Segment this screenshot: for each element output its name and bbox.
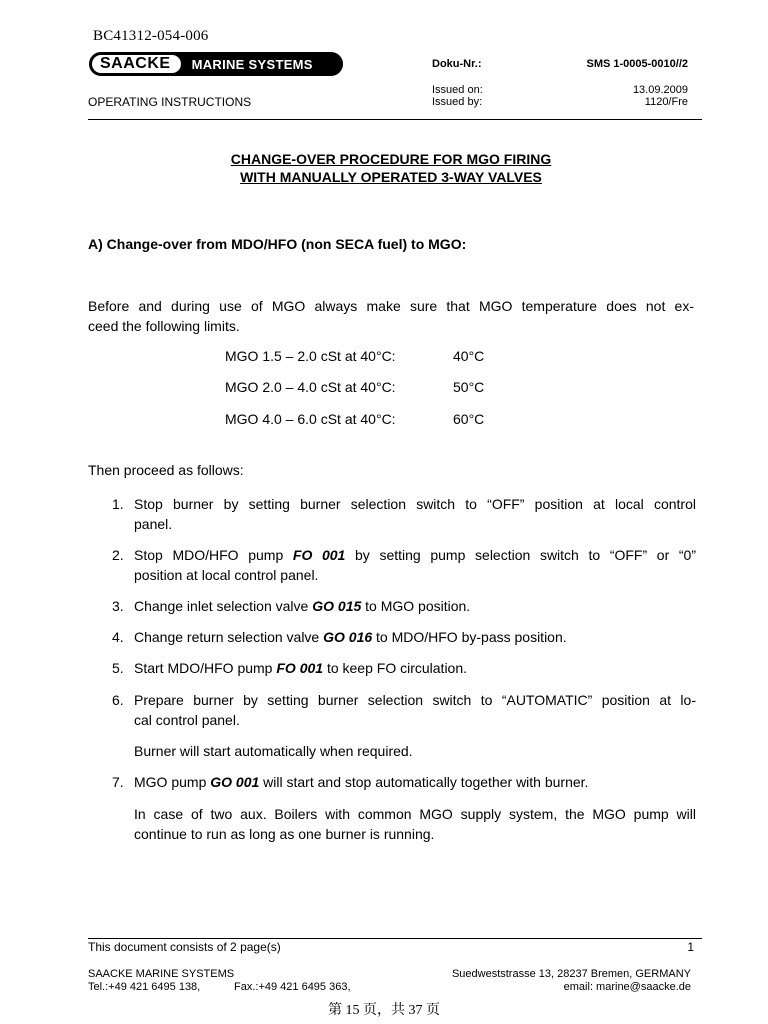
equipment-code: GO 016: [323, 629, 373, 645]
footer-address: Suedweststrasse 13, 28237 Bremen, GERMANY: [451, 968, 691, 980]
limit-row: [225, 411, 485, 427]
step-text: [134, 772, 696, 792]
issued-by-label: Issued by:: [432, 96, 483, 108]
step-text-part: by setting pump selection switch to “OFF” or “0”: [345, 547, 697, 563]
intro-line-2: ceed the following limits.: [88, 318, 240, 334]
equipment-code: GO 001: [210, 774, 260, 790]
step-text-part: Change inlet selection valve: [134, 598, 313, 614]
step-text-part: to MDO/HFO by-pass position.: [372, 629, 567, 645]
footer-fax: Fax.:+49 421 6495 363,: [234, 981, 351, 993]
issued-on-label: Issued on:: [432, 84, 483, 96]
step-note-cont: continue to run as long as one burner is running.: [134, 826, 435, 842]
step-text-cont: position at local control panel.: [134, 567, 319, 583]
page-number: 1: [687, 940, 694, 954]
pages-count-text: This document consists of 2 page(s): [88, 940, 281, 954]
intro-line-1: Before and during use of MGO always make sure that MGO temperature does not ex-: [88, 298, 694, 314]
equipment-code: FO 001: [276, 660, 324, 676]
limit-value: 40°C: [453, 348, 485, 364]
equipment-code: FO 001: [292, 547, 346, 563]
limit-row: [225, 348, 485, 364]
document-title-line-1: CHANGE-OVER PROCEDURE FOR MGO FIRING: [230, 151, 552, 167]
step-text: Stop burner by setting burner selection switch to “OFF” position at local control: [134, 496, 696, 512]
step-number: 1.: [112, 496, 124, 512]
step-note: Burner will start automatically when required.: [134, 743, 413, 759]
proceed-text: Then proceed as follows:: [88, 462, 244, 478]
logo-brand: SAACKE: [92, 55, 181, 73]
step-number: 2.: [112, 547, 124, 563]
step-note: In case of two aux. Boilers with common MGO supply system, the MGO pump will: [134, 806, 696, 822]
footer-company: SAACKE MARINE SYSTEMS: [88, 968, 235, 980]
limit-row: [225, 379, 485, 395]
step-text: [134, 627, 696, 647]
step-text-part: to keep FO circulation.: [323, 660, 468, 676]
footer-tel: Tel.:+49 421 6495 138,: [88, 981, 201, 993]
issued-by-value: 1120/Fre: [644, 96, 688, 108]
step-text-part: to MGO position.: [361, 598, 471, 614]
step-text: [134, 545, 696, 565]
section-heading: A) Change-over from MDO/HFO (non SECA fuel) to MGO:: [88, 236, 467, 252]
limit-label: MGO 1.5 – 2.0 cSt at 40°C:: [225, 348, 396, 364]
step-number: 6.: [112, 692, 124, 708]
step-text-part: MGO pump: [134, 774, 211, 790]
footer-email: email: marine@saacke.de: [563, 981, 691, 993]
step-text-part: Start MDO/HFO pump: [134, 660, 277, 676]
step-number: 5.: [112, 660, 124, 676]
header-rule: [88, 119, 702, 120]
step-text-cont: panel.: [134, 516, 173, 532]
step-text-part: will start and stop automatically together with burner.: [259, 774, 589, 790]
document-title-line-2: WITH MANUALLY OPERATED 3-WAY VALVES: [240, 169, 542, 185]
limit-value: 60°C: [453, 411, 485, 427]
footer-rule: [88, 938, 702, 939]
step-number: 3.: [112, 598, 124, 614]
step-text: Prepare burner by setting burner selection switch to “AUTOMATIC” position at lo-: [134, 692, 696, 708]
limit-label: MGO 2.0 – 4.0 cSt at 40°C:: [225, 379, 396, 395]
section-label: OPERATING INSTRUCTIONS: [88, 95, 252, 109]
page-footer: 第 15 页，共 37 页: [328, 1003, 440, 1018]
issued-on-value: 13.09.2009: [632, 84, 688, 96]
step-text: [134, 658, 696, 678]
document-stamp: BC41312-054-006: [93, 28, 209, 44]
step-text-part: Change return selection valve: [134, 629, 324, 645]
doku-value: SMS 1-0005-0010//2: [586, 58, 688, 70]
limit-label: MGO 4.0 – 6.0 cSt at 40°C:: [225, 411, 396, 427]
saacke-logo: [89, 52, 343, 76]
step-number: 4.: [112, 629, 124, 645]
step-text-cont: cal control panel.: [134, 712, 240, 728]
step-text-part: Stop MDO/HFO pump: [134, 547, 293, 563]
equipment-code: GO 015: [312, 598, 362, 614]
limit-value: 50°C: [453, 379, 485, 395]
step-number: 7.: [112, 774, 124, 790]
step-text: [134, 596, 696, 616]
doku-label: Doku-Nr.:: [432, 58, 482, 70]
logo-subtitle: MARINE SYSTEMS: [191, 56, 313, 72]
